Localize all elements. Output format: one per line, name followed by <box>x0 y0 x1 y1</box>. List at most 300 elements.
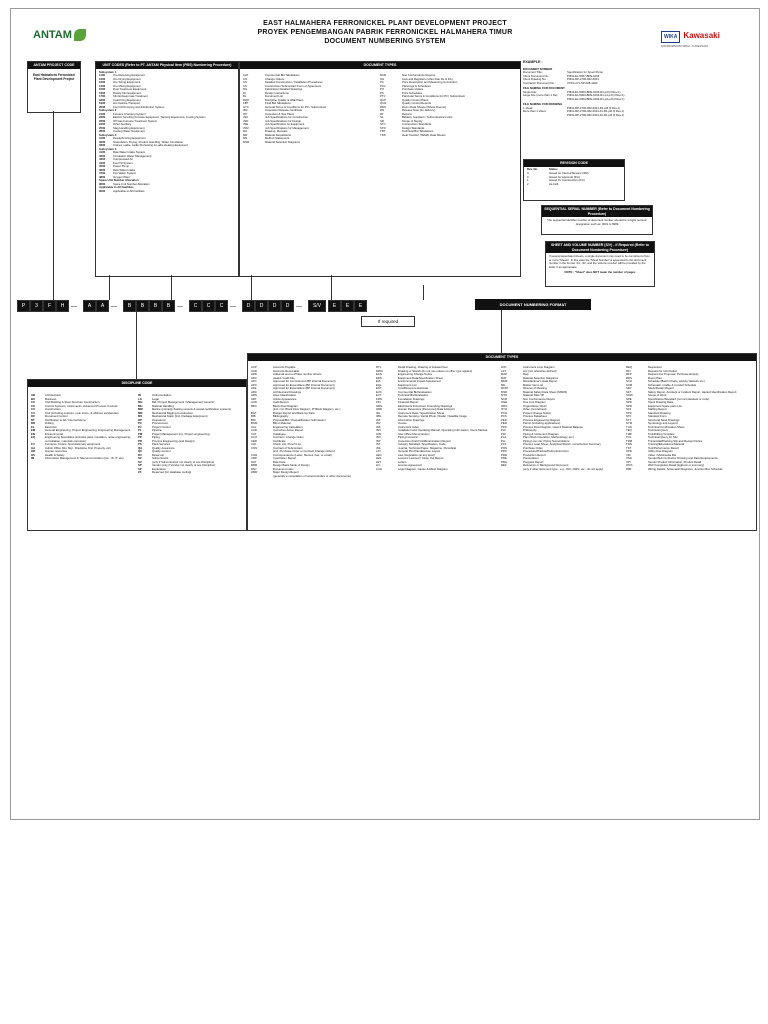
description: Human Resources (Personnel) Data & Report <box>398 407 455 411</box>
description: Particular Terms & Conditions for PO / Subcontract <box>402 94 465 98</box>
code: 1200 <box>99 76 106 81</box>
code: ISO <box>376 435 381 439</box>
code: AB <box>31 393 36 397</box>
description: Proposal/Bid / Prequalification Submission <box>273 417 326 422</box>
code: Spare Unit Number Allocation <box>99 178 139 182</box>
description: Reservoir <box>152 452 164 457</box>
code: POS <box>501 445 507 450</box>
description: Ore Drying Equipment <box>113 76 141 81</box>
code: DMR <box>251 470 258 474</box>
description: Compressed Air <box>113 157 133 161</box>
code: MAP <box>501 372 508 376</box>
description: Rotary Kiln Equipment <box>113 90 141 95</box>
description: Financial Report <box>398 400 419 404</box>
code: GTC <box>243 104 249 109</box>
code <box>523 98 567 102</box>
code: LG <box>138 396 142 401</box>
code: STT <box>626 417 632 422</box>
code: RN <box>380 108 385 112</box>
description: Quality Control Reports <box>402 101 432 105</box>
code: 1800 <box>99 97 106 102</box>
description: Material Safety Data Sheet (MSDS) <box>523 389 568 394</box>
description: Organization Chart <box>523 403 547 408</box>
document-types-box <box>239 61 521 277</box>
description: Release Note (for delivery) <box>402 108 436 112</box>
code: EST <box>376 386 382 390</box>
code: DNY <box>251 466 257 471</box>
code: More than 1 sheet: <box>523 109 547 113</box>
code: AFD <box>251 382 257 387</box>
description: As-built <box>549 181 559 186</box>
code: ACR <box>251 368 257 373</box>
unit-code-row <box>99 190 235 194</box>
description: Fire Water System <box>113 171 137 175</box>
document-types-right <box>380 74 515 137</box>
description: Progress Report <box>523 459 544 464</box>
description: Off Gas Furnace Treatment System <box>113 118 158 123</box>
description: Equipment Spare parts List <box>648 403 682 408</box>
description: Symbology and Legend <box>648 421 678 425</box>
code: JNL <box>376 445 381 450</box>
description: Job Specifications for Construction <box>265 115 309 119</box>
code: DAT <box>251 459 257 464</box>
code: MR <box>138 410 143 415</box>
description: Budget Report and Back Up Data <box>273 410 315 415</box>
code: VSD <box>626 456 632 460</box>
code: FU <box>31 442 35 446</box>
code: PJ <box>138 424 142 429</box>
code: CAT <box>251 431 257 436</box>
description: Environmental Impact Assessment <box>398 379 441 383</box>
code: TRM <box>626 438 633 443</box>
unit-codes-list <box>96 69 238 196</box>
code: MR <box>243 132 248 137</box>
code: BU <box>31 396 36 401</box>
code: PC <box>380 80 384 84</box>
description: (generally a compilation of several studies or other documents) <box>273 473 351 478</box>
code: PLG <box>380 83 386 88</box>
description: Commercial Bid Tabulations <box>265 73 300 77</box>
number-segment: A <box>83 300 96 312</box>
description: Process Engineering Diagram <box>523 417 561 422</box>
description: Job Specifications for Management <box>265 125 309 130</box>
code: MM <box>138 407 143 411</box>
description: Requisition <box>648 365 662 369</box>
description: Engineering Calculation <box>273 424 303 429</box>
description: Construction Standards <box>402 122 432 126</box>
code: BFD <box>251 403 257 408</box>
number-segment: H <box>56 300 69 312</box>
code: PRE <box>501 456 507 460</box>
description: Health & Safety <box>45 452 65 457</box>
code: MOM <box>501 386 508 390</box>
description: Production Report <box>523 452 546 457</box>
code: 1600 <box>99 90 106 95</box>
code: 1700 <box>99 94 106 98</box>
description: Drilling <box>45 421 54 425</box>
code: EVC <box>376 389 382 394</box>
description: Invoice <box>398 421 407 425</box>
code: MAT <box>501 375 507 380</box>
code: SOW <box>626 393 633 397</box>
code: CAR <box>251 428 257 432</box>
code: MA <box>243 129 248 133</box>
project-code-body: East Halmahera Ferronickel Plant Development Project <box>33 72 75 81</box>
description: (incl. incl. Block Flow Diagram, IP Block Diagram, etc.) <box>273 407 341 411</box>
code: MIL <box>501 382 506 387</box>
code: IMG <box>376 414 382 418</box>
code: 4400 <box>99 160 106 165</box>
discipline-code-box <box>27 379 247 531</box>
code: 2300 <box>99 118 106 123</box>
document-type-row <box>380 134 515 138</box>
description: License Agreement <box>398 463 422 467</box>
description: Hot Calcine Transport <box>113 101 141 105</box>
description: Drawing, Manuals <box>265 129 288 133</box>
document-types-col-3 <box>501 366 623 471</box>
sheet-volume-box <box>545 241 655 287</box>
code: IRC <box>243 108 248 112</box>
description: Addenda and ex-Phase number sheets <box>273 372 322 376</box>
code: TDS <box>380 132 386 137</box>
description: Major Design Report <box>273 470 299 474</box>
code: INX <box>376 424 381 429</box>
code <box>251 475 273 479</box>
code: CS <box>243 83 247 88</box>
description: Admin Office (Div. Mgr., Discipline O/H, Property, etc) <box>45 445 111 450</box>
code: ARC <box>251 389 257 394</box>
connector-doctype-2 <box>331 275 332 300</box>
code: EQ <box>31 435 36 439</box>
description: Technical Confirmation Sheet <box>648 424 685 429</box>
code: COR <box>251 452 258 457</box>
code: AFC <box>251 379 257 383</box>
numbering-format-label: DOCUMENT NUMBERING FORMAT <box>475 299 591 310</box>
code: TCN <box>626 424 632 429</box>
description: Logic Diagram, Cause & Effect Diagram <box>398 466 448 471</box>
code: PM <box>138 431 143 436</box>
code: 1300 <box>99 80 106 84</box>
code: PL <box>138 428 142 432</box>
code: SFT <box>626 389 632 394</box>
code: REF <box>501 463 507 467</box>
discipline-row <box>31 457 135 461</box>
description: Cranes, Ladle, Ladle Preheating & Ladle Heating Equipment <box>113 143 188 147</box>
document-types-bottom-title: DOCUMENT TYPES <box>248 354 756 361</box>
code: CAT <box>243 73 249 77</box>
file-naming-doc-heading: FILE NAMING FOR DOCUMENT <box>523 86 565 90</box>
description: Instrumentation <box>152 393 172 397</box>
code: PRG <box>501 459 508 464</box>
description: Distribution to All / Internal Memo <box>45 417 87 422</box>
description: Plannings & Schedules <box>402 83 431 88</box>
description: Industry Standard, Specification, Code <box>398 442 446 446</box>
number-segment: B <box>162 300 175 312</box>
description: Mechanical Static (Incl. Package Equipment) <box>152 414 208 418</box>
code: Client Document No. : <box>523 73 551 78</box>
code: 4500 <box>99 164 106 168</box>
description: Operations <box>152 417 166 422</box>
revision-code-title: REVISION CODE <box>524 160 624 167</box>
description: Desulphurizing Equipment <box>113 136 146 140</box>
project-code-box <box>27 61 81 113</box>
description: Equipment List <box>398 382 417 387</box>
code: RDS <box>380 104 386 109</box>
code: HS <box>31 452 35 457</box>
code: DG <box>243 87 248 91</box>
document-types-col-1 <box>251 366 373 478</box>
code: LIC <box>376 463 381 467</box>
code: PER <box>501 421 507 425</box>
description: Project Control <box>152 424 171 429</box>
code: SDY <box>626 386 632 390</box>
description: Electrical <box>45 424 57 429</box>
description: Marine (primarily floating vessels & vessel-rectification systems) <box>152 407 232 411</box>
revision-col-rev: Rev. No. <box>527 166 538 171</box>
description: Quality Control Plans <box>402 97 429 102</box>
description: Purchase Order <box>523 445 543 450</box>
description: Non Conformance Report <box>523 396 555 401</box>
description: Fabrication Detailed Drawings <box>265 87 303 91</box>
number-segment: A <box>96 300 109 312</box>
description: Process Engineering (and Design) <box>152 438 195 443</box>
code: OP <box>138 417 143 422</box>
code: PHI <box>501 428 506 432</box>
code: DI <box>243 90 246 95</box>
connector-sheet <box>423 285 424 300</box>
description: Process Datasheet <box>523 414 547 418</box>
description: Scope of Supply <box>402 118 423 123</box>
document-types-bottom-box <box>247 353 757 531</box>
document-type-row <box>376 468 498 472</box>
description: Furnaces, boilers, fired stationary equipment <box>45 442 101 446</box>
description: Reference or Background Document <box>523 463 569 467</box>
description: Civil (including onshore, near shore, & offshore earthworks) <box>45 410 119 415</box>
code: TRN <box>626 442 632 446</box>
code: UPD <box>626 449 632 453</box>
segment-dash: — <box>177 304 183 310</box>
description: Document List <box>265 94 283 98</box>
code: MH <box>138 403 143 408</box>
code: DWG <box>376 368 383 373</box>
description: Furnace Charging System <box>113 111 146 116</box>
number-segment: E <box>341 300 354 312</box>
code: ART <box>251 396 257 401</box>
description: Structural Steel Drawings <box>648 417 680 422</box>
code: Large File (more than 1 file): <box>523 93 559 97</box>
code: Subsystem 4 <box>99 146 117 151</box>
description: Power Pump <box>113 164 130 168</box>
code: EVT <box>376 393 382 397</box>
description: Drawing or Sketch (do not use unless no other type applies) <box>398 368 473 373</box>
code: Applicable to All Facilities <box>99 185 134 189</box>
code: STA <box>626 407 632 411</box>
description: Bibliography <box>273 414 289 418</box>
document-title: DOCUMENT NUMBERING SYSTEM <box>324 38 446 45</box>
description: Instrument Loop Diagram <box>523 365 555 369</box>
connector-unit <box>109 275 110 300</box>
if-required-label: If required <box>361 316 415 327</box>
code: Document Title : <box>523 70 544 74</box>
code: JSD <box>243 118 249 123</box>
description: Material Requisitions <box>265 132 291 137</box>
code: CAL <box>251 424 257 429</box>
code: REQ <box>626 365 633 369</box>
document-types-col-4 <box>626 366 752 471</box>
description: Block Flow Diagram <box>273 403 298 408</box>
description: Inspection & Test Plans <box>265 111 295 116</box>
description: Utility Flow Diagram <box>648 449 673 453</box>
description: Spare Unit Number Allocation <box>113 181 150 186</box>
code: 4700 <box>99 171 106 175</box>
code: 9000 <box>99 181 106 186</box>
project-title-en: EAST HALMAHERA FERRONICKEL PLANT DEVELOPMENT PROJECT <box>263 20 507 27</box>
code: ADD <box>251 372 257 376</box>
code: BGT <box>251 410 257 415</box>
description: Accounts Payable <box>273 365 296 369</box>
code: CS <box>31 403 35 408</box>
description: Design Standards <box>402 125 425 130</box>
number-segment: C <box>189 300 202 312</box>
description: Bid / Project Management / Management General <box>152 400 214 404</box>
code: EM <box>31 428 36 432</box>
description: Construction <box>45 407 61 411</box>
code: LAY <box>376 449 382 453</box>
description: Oxygen Plant <box>113 174 130 179</box>
description: Architectural <box>45 393 61 397</box>
description: Tool/Drilling Template <box>648 431 675 436</box>
code: DT <box>31 417 35 422</box>
code: DR <box>31 421 36 425</box>
example-title: EXAMPLE : <box>523 60 543 64</box>
code: Single File: <box>523 89 537 94</box>
discipline-left <box>31 394 135 461</box>
code: PS <box>138 442 142 446</box>
description: Cost/Resource Estimate <box>398 386 429 390</box>
sequential-number-body: The sequential identifier number of document number should be 4 digits numeric designation such as: 0001 to 9999 <box>547 218 647 226</box>
number-segment: B <box>136 300 149 312</box>
code: IDL <box>376 410 381 415</box>
description: Mechanical Rigging Construction <box>152 410 193 415</box>
code: SP <box>138 463 142 467</box>
description: Ore Sizing Equipment <box>113 80 141 84</box>
description: Electrical & Instrument Grounding Drawings <box>398 403 453 408</box>
kawasaki-logo: Kawasaki <box>683 31 720 40</box>
unit-codes-box <box>95 61 239 277</box>
numbering-sheet <box>10 8 760 820</box>
code: TOL <box>626 435 632 439</box>
description: Law, Regulation (at any level) <box>398 452 435 457</box>
code: EN <box>31 431 35 436</box>
code: CRP <box>251 456 257 460</box>
code: 2 <box>527 181 529 186</box>
code: MG <box>138 400 143 404</box>
code <box>501 468 523 472</box>
description: Manufacturer's Data Report <box>523 379 558 383</box>
description: Procedure/Practice/Policy/Instruction <box>523 449 569 453</box>
code: Client Drawing No. : <box>523 77 548 81</box>
segment-dash: — <box>230 304 236 310</box>
description: P3FH-EL-5000-BPE-1003-R1-p1.pdf (if Rev.1) <box>567 93 625 97</box>
code: PRD <box>501 452 507 457</box>
description: Non Conformance Reports <box>402 73 436 77</box>
code: RDS <box>626 375 632 380</box>
segment-dash: — <box>296 304 302 310</box>
code: CC <box>31 400 36 404</box>
code: RV <box>138 452 142 457</box>
code: BOM <box>251 421 258 425</box>
code: LEG <box>376 452 382 457</box>
code: FIN <box>376 400 381 404</box>
code: IST <box>376 442 381 446</box>
code: PR <box>138 438 142 443</box>
number-segment: F <box>43 300 56 312</box>
description: Check List, Punch List <box>273 442 301 446</box>
description: Electric Smelting Furnace Equipment, Tapping Equipment, Cooling System <box>113 115 206 119</box>
file-naming-doc-rows <box>523 91 653 102</box>
code: DL <box>243 94 247 98</box>
description: Schematic / Cable & Conduit Schedule <box>648 382 697 387</box>
sheet-volume-body: If several associated sheets, a single document may need to be comprised of two or more 'Sheets'. In this case the 'Sheet Number' is appended to the document number in the format -S1, -S2, and the Volume number will be provided by the letter V as appropriate. <box>549 254 650 269</box>
code: ONE <box>501 400 508 404</box>
connector-unit-2 <box>171 275 172 300</box>
description: Human resources <box>45 449 68 453</box>
description: P3FH-EL-5000-BPE-1003-R1.pdf (if Rev.1) <box>567 89 621 94</box>
number-segment: D <box>268 300 281 312</box>
code: SPE <box>626 396 632 401</box>
document-types-left <box>243 74 378 144</box>
description: Plant Services <box>152 442 170 446</box>
description: Vendor Product Information, Product Detail <box>648 459 702 464</box>
description: Information Management & Telecommunication (inc., IS, IT, etc) <box>45 456 124 460</box>
description: Material Take Off <box>523 393 545 397</box>
code: ZZ <box>138 470 142 474</box>
consortium-caption: KONSORSIUM WIKA - KAWASAKI <box>661 44 708 48</box>
description: Instrument Index <box>398 424 419 429</box>
revision-row <box>527 183 621 187</box>
code: PTC <box>380 94 386 98</box>
code: CS <box>243 80 247 84</box>
code: ACP <box>251 365 257 369</box>
description: Ore Receiving Equipment <box>113 73 145 77</box>
description: Training/Educational Material <box>648 442 685 446</box>
description: Quality Assurance <box>152 445 175 450</box>
code: DQP <box>243 97 250 102</box>
code: DBM <box>251 463 258 467</box>
code: XP <box>138 466 142 471</box>
code: LES <box>376 456 382 460</box>
code: PP <box>138 435 142 439</box>
revision-rows <box>524 172 624 186</box>
code: 2000 <box>99 104 106 109</box>
code: CHL <box>251 442 257 446</box>
description: General Plot Plan/Erection Layout <box>398 449 441 453</box>
code: FDN <box>376 396 382 401</box>
description: Other Auxiliary <box>113 122 132 126</box>
description: Inter Office Memorandum <box>398 431 430 436</box>
code: PCN <box>501 410 507 415</box>
description: Commercial Bid Evaluation <box>398 389 432 394</box>
description: Remote Sensing / Aerial Photo / Radar / Satellite Image <box>398 414 467 418</box>
code: 4200 <box>99 153 106 158</box>
code: STD <box>380 125 386 130</box>
code: NCR <box>501 396 508 401</box>
code: NCR <box>380 73 387 77</box>
description: Bidders, Suppliers / Subcontractors Lists <box>402 115 453 119</box>
description: Process Load Sheet, Analytical Sketch, Construction Summary <box>523 442 601 446</box>
code: MTO <box>501 393 508 397</box>
description: Engineering Change Notice <box>398 372 433 376</box>
